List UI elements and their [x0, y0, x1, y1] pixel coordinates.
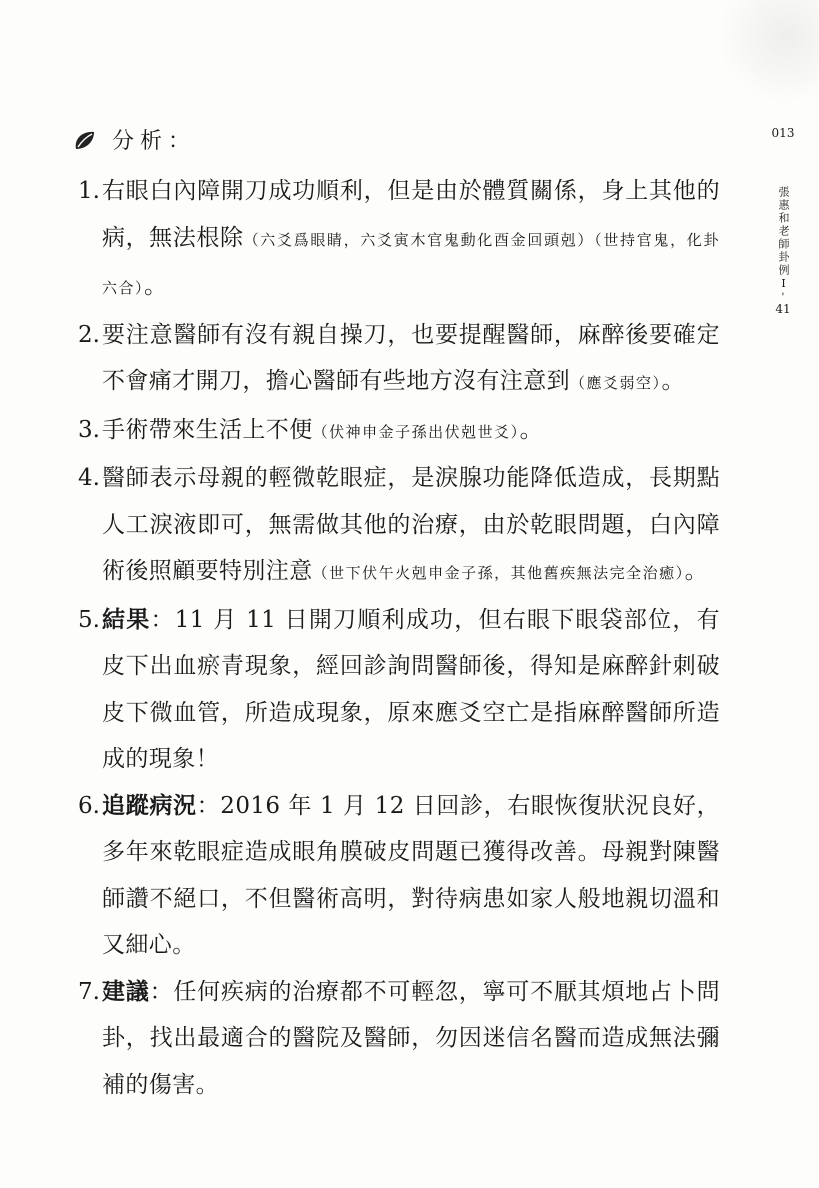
item-content	[102, 969, 720, 1109]
item-text: 右眼白內障開刀成功順利，但是由於體質關係，身上其他的病，無法根除	[102, 178, 720, 251]
item-text: ：2016 年 1 月 12 日回診，右眼恢復狀況良好，多年來乾眼症造成眼角膜破皮問題已獲得改善。母親對陳醫師讚不絕口，不但醫術高明，對待病患如家人般地親切溫和又細心。	[102, 792, 720, 958]
item-content	[102, 783, 720, 969]
item-text: 醫師表示母親的輕微乾眼症，是淚腺功能降低造成，長期點人工淚液即可，無需做其他的治療，由於乾眼問題，白內障術後照顧要特別注意	[102, 465, 720, 584]
item-label: 建議	[102, 978, 150, 1005]
item-label: 追蹤病況	[102, 792, 197, 819]
leaf-icon	[72, 127, 98, 153]
item-number: 4.	[78, 465, 100, 491]
running-title: 張惠和老師卦例Ⅰ-	[777, 186, 790, 298]
item-number: 2.	[78, 321, 100, 348]
item-note: （伏神申金子孫出伏剋世爻）	[312, 422, 520, 441]
list-item	[60, 407, 720, 456]
item-text: 要注意醫師有沒有親自操刀，也要提醒醫師，麻醉後要確定不會痛才開刀，擔心醫師有些地方沒有注意到	[102, 321, 720, 394]
item-end: 。	[684, 558, 709, 584]
item-text: ：11 月 11 日開刀順利成功，但右眼下眼袋部位，有皮下出血瘀青現象，經回診詢問醫師後，得知是麻醉針刺破皮下微血管，所造成現象，原來應爻空亡是指麻醉醫師所造成的現象！	[102, 606, 720, 772]
list-item	[60, 312, 720, 407]
item-content	[102, 455, 720, 597]
list-item	[60, 597, 720, 783]
item-label: 結果	[102, 606, 151, 633]
item-text: ：任何疾病的治療都不可輕忽，寧可不厭其煩地占卜問卦，找出最適合的醫院及醫師，勿因迷信名醫而造成無法彌補的傷害。	[102, 978, 720, 1098]
page-sub-number: 41	[775, 301, 791, 316]
item-note: （世下伏午火剋申金子孫，其他舊疾無法完全治癒）	[312, 564, 685, 582]
item-note: （六爻爲眼睛，六爻寅木官鬼動化酉金回頭剋）（世持官鬼，化卦六合）	[102, 230, 720, 297]
page-sidebar	[763, 126, 803, 316]
list-item	[60, 783, 720, 969]
item-content	[102, 597, 720, 783]
list-item	[60, 455, 720, 597]
item-end: 。	[144, 273, 168, 299]
item-content	[102, 407, 720, 456]
item-end: 。	[519, 416, 544, 443]
section-header	[72, 124, 196, 155]
item-content	[102, 312, 720, 407]
analysis-list	[60, 168, 720, 1108]
item-note: （應爻弱空）	[570, 374, 662, 392]
item-number: 7.	[78, 978, 100, 1005]
page-number: 013	[771, 126, 795, 140]
section-title: 分析：	[112, 129, 197, 154]
item-content	[102, 168, 720, 312]
item-end: 。	[661, 368, 685, 394]
list-item	[60, 969, 720, 1109]
item-text: 手術帶來生活上不便	[102, 416, 313, 443]
list-item	[60, 168, 720, 312]
scan-speckle	[709, 0, 819, 120]
item-number: 6.	[78, 792, 100, 819]
item-number: 5.	[78, 606, 100, 633]
item-number: 1.	[78, 178, 100, 204]
item-number: 3.	[78, 416, 100, 443]
